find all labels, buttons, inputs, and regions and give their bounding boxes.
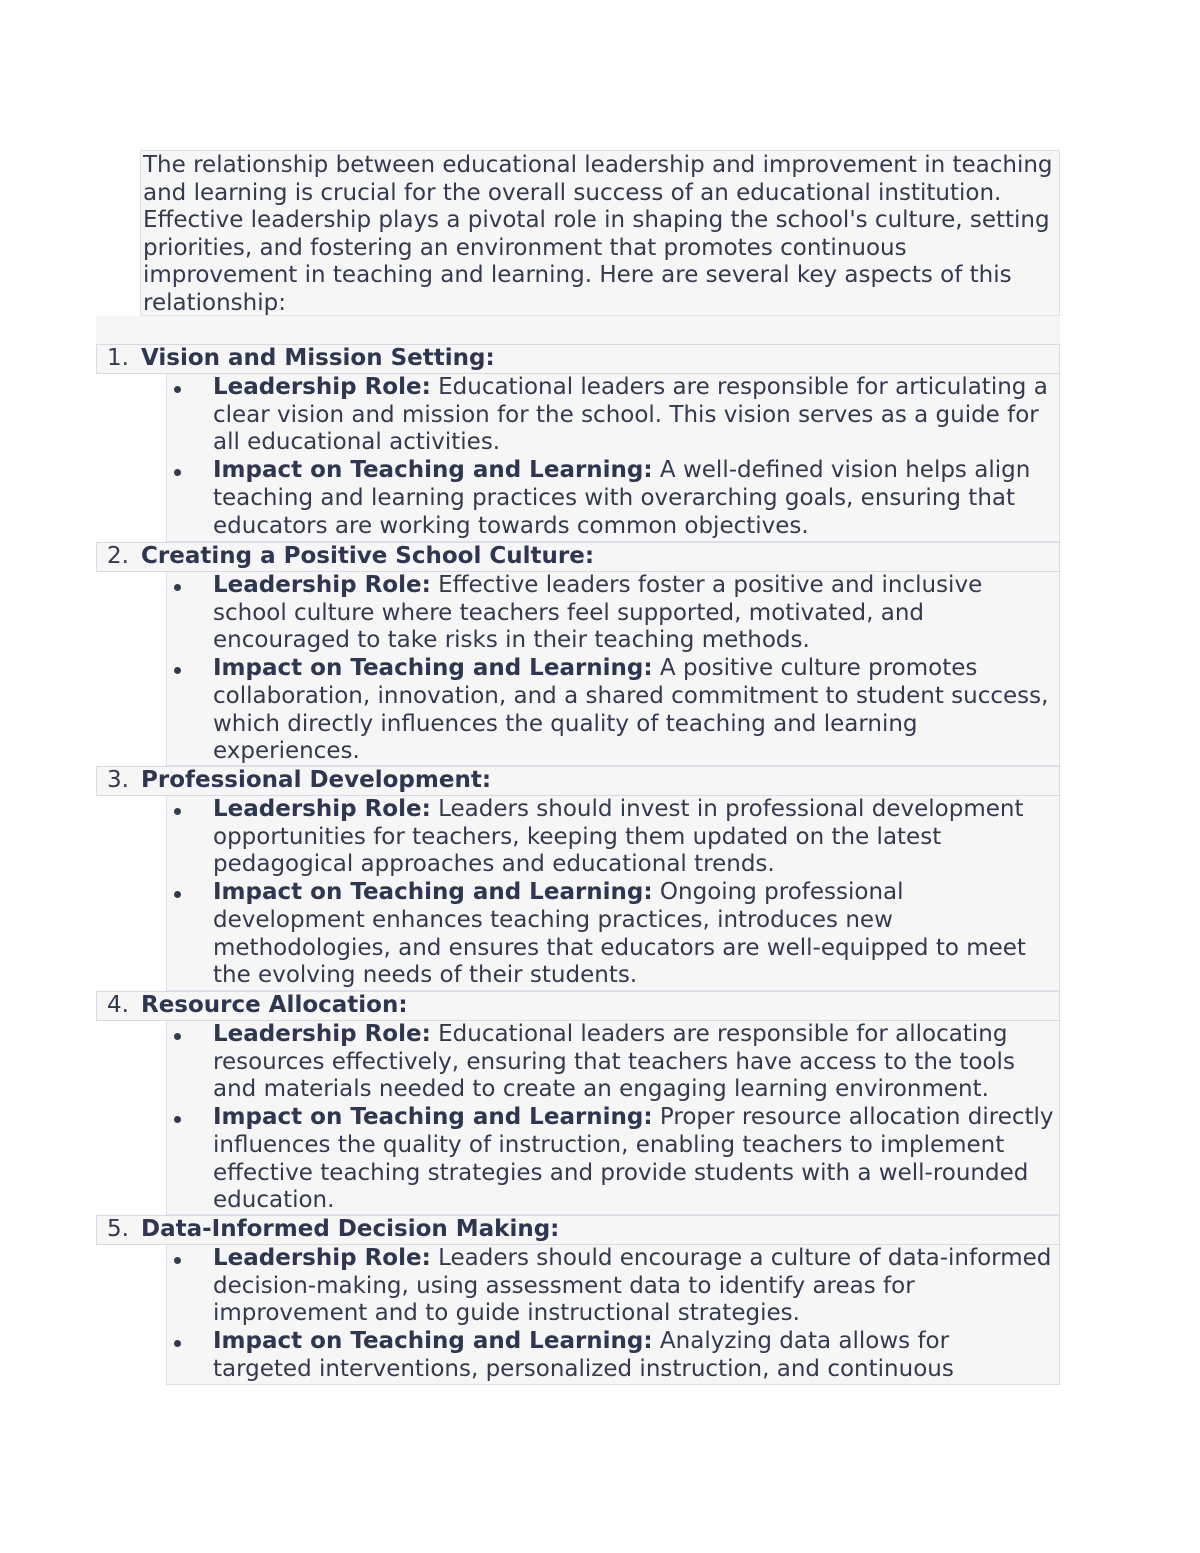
bullet-dot-icon [174,1033,181,1040]
bullet-dot-icon [174,584,181,591]
bullet-label: Impact on Teaching and Learning: [213,1328,653,1355]
item-bullets [166,1245,1060,1385]
bullet-point [167,457,1059,540]
item-title: Resource Allocation: [141,992,408,1018]
bullet-dot-icon [174,469,181,476]
bullet-point [167,1104,1059,1215]
bullet-text: Leaders should encourage a culture of data-informed decision-making, using assessment data to identify areas for improvement and to guide instructional strategies. [213,1245,1052,1327]
bullet-text: A positive culture promotes collaboration, innovation, and a shared commitment to student success, which directly influences the quality of teaching and learning experiences. [213,655,1049,765]
bullet-point [167,1021,1059,1104]
bullet-point [167,1328,1059,1383]
bullet-point [167,572,1059,655]
bullet-text: A well-defined vision helps align teaching and learning practices with overarching goals, ensuring that educators are working towards common objectives. [213,457,1031,539]
bullet-label: Leadership Role: [213,796,431,822]
item-bullets [166,1021,1060,1215]
bullet-text: Educational leaders are responsible for articulating a clear vision and mission for the school. This vision serves as a guide for all educational activities. [213,374,1048,456]
item-title: Creating a Positive School Culture: [141,543,595,569]
list-item-heading [96,542,1060,572]
bullet-label: Leadership Role: [213,572,431,598]
list-item-heading [96,344,1060,374]
item-bullets [166,572,1060,766]
item-bullets [166,796,1060,991]
bullet-point [167,796,1059,879]
bullet-text: Proper resource allocation directly influences the quality of instruction, enabling teachers to implement effective teaching strategies and provide students with a well-rounded education. [213,1104,1054,1214]
bullet-point [167,879,1059,990]
spacer-row [96,316,1060,344]
bullet-label: Impact on Teaching and Learning: [213,1104,653,1131]
bullet-point [167,655,1059,766]
bullet-dot-icon [174,808,181,815]
item-number: 3. [107,767,129,793]
bullet-dot-icon [174,667,181,674]
bullet-point [167,374,1059,457]
item-number: 1. [107,345,129,371]
bullet-label: Leadership Role: [213,374,431,400]
bullet-text: Ongoing professional development enhances teaching practices, introduces new methodologies, and ensures that educators are well-equipped to meet the evolving needs of their students. [213,879,1026,989]
item-title: Professional Development: [141,767,492,793]
bullet-point [167,1245,1059,1328]
bullet-label: Leadership Role: [213,1021,431,1047]
bullet-label: Impact on Teaching and Learning: [213,879,653,906]
item-number: 2. [107,543,129,569]
intro-paragraph: The relationship between educational leadership and improvement in teaching and learning is crucial for the overall success of an educational institution. Effective leadership plays a pivotal role in shaping the school's culture, setting priorities, and fostering an environment that promotes continuous improvement in teaching and learning. Here are several key aspects of this relationship: [140,150,1060,316]
bullet-dot-icon [174,386,181,393]
bullet-dot-icon [174,1340,181,1347]
list-item-heading [96,991,1060,1021]
bullet-text: Analyzing data allows for targeted interventions, personalized instruction, and continuous [213,1328,954,1382]
item-number: 4. [107,992,129,1018]
list-item-heading [96,766,1060,796]
bullet-dot-icon [174,1116,181,1123]
bullet-label: Impact on Teaching and Learning: [213,457,653,484]
item-bullets [166,374,1060,542]
item-number: 5. [107,1216,129,1242]
bullet-text: Educational leaders are responsible for allocating resources effectively, ensuring that teachers have access to the tools and materials needed to create an engaging learning environment. [213,1021,1015,1103]
bullet-text: Effective leaders foster a positive and inclusive school culture where teachers feel supported, motivated, and encouraged to take risks in their teaching methods. [213,572,983,654]
bullet-label: Leadership Role: [213,1245,431,1271]
bullet-dot-icon [174,1257,181,1264]
bullet-dot-icon [174,891,181,898]
bullet-label: Impact on Teaching and Learning: [213,655,653,682]
item-title: Vision and Mission Setting: [141,345,495,371]
list-item-heading [96,1215,1060,1245]
item-title: Data-Informed Decision Making: [141,1216,560,1242]
bullet-text: Leaders should invest in professional development opportunities for teachers, keeping them updated on the latest pedagogical approaches and educational trends. [213,796,1024,878]
